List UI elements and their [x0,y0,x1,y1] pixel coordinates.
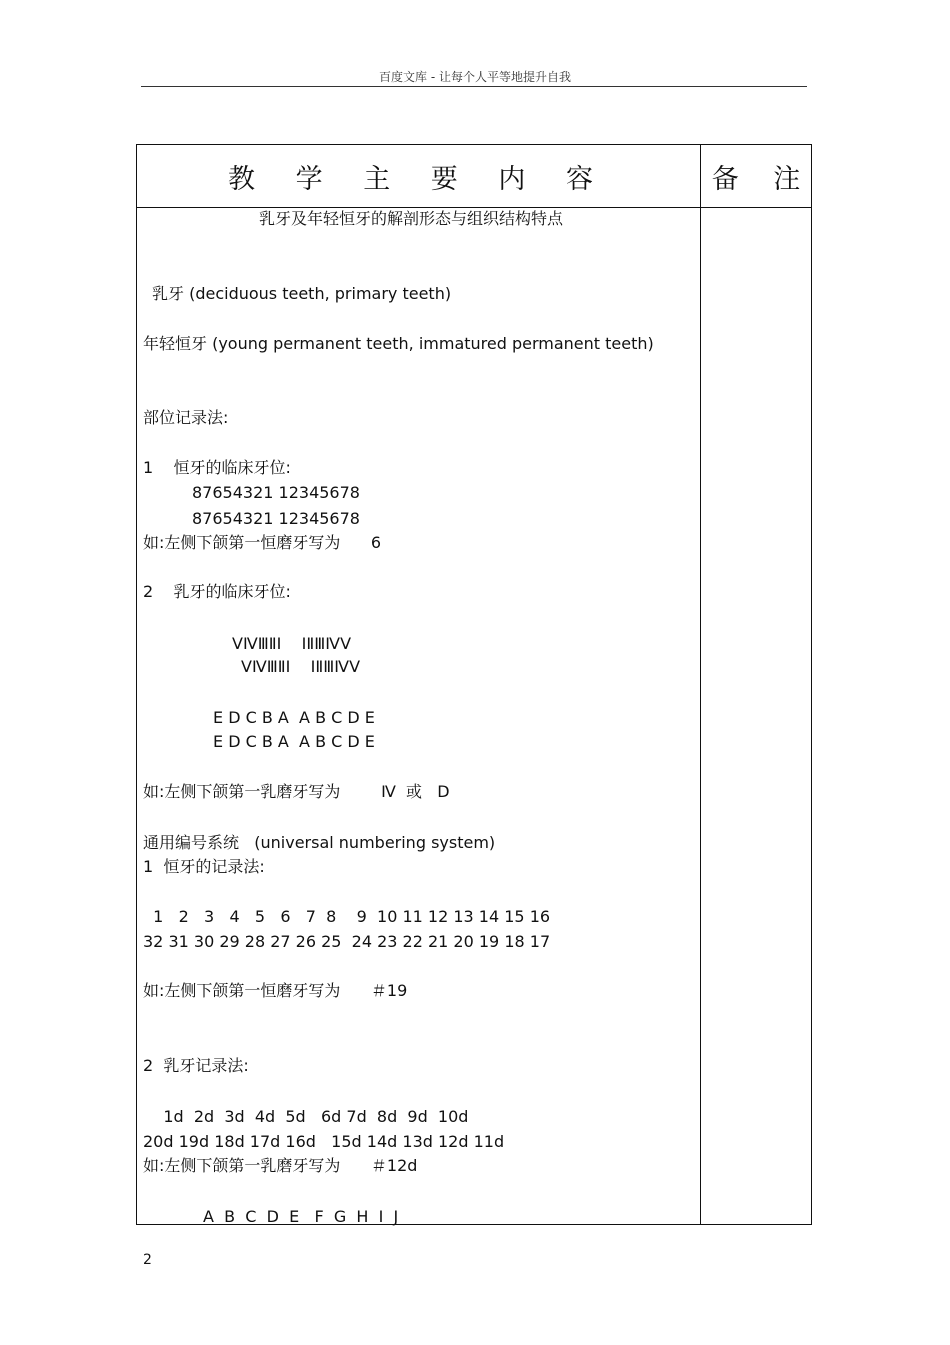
primary-letters-row: A B C D E F G H I J [203,1207,399,1226]
primary-letters-upper: E D C B A A B C D E [213,708,375,727]
permanent-row-upper: 87654321 12345678 [192,483,360,502]
universal-permanent-lower: 32 31 30 29 28 27 26 25 24 23 22 21 20 19 18 17 [143,932,551,951]
universal-primary-example: 如:左侧下颌第一乳磨牙写为 ＃12d [143,1156,418,1175]
universal-permanent-upper: 1 2 3 4 5 6 7 8 9 10 11 12 13 14 15 16 [143,907,551,926]
primary-clinical-heading: 2 乳牙的临床牙位: [143,582,291,601]
primary-letters-lower: E D C B A A B C D E [213,732,375,751]
primary-roman-lower: ⅤⅣⅢⅡⅠ ⅠⅡⅢⅣⅤ [241,657,361,676]
permanent-example: 如:左侧下颌第一恒磨牙写为 6 [143,533,382,552]
universal-system-heading: 通用编号系统 (universal numbering system) [143,833,496,852]
page-number: 2 [143,1252,152,1268]
site-notation-heading: 部位记录法: [143,408,229,427]
deciduous-teeth-line: 乳牙 (deciduous teeth, primary teeth) [152,284,452,303]
permanent-clinical-heading: 1 恒牙的临床牙位: [143,458,291,477]
universal-permanent-heading: 1 恒牙的记录法: [143,857,265,876]
universal-primary-upper: 1d 2d 3d 4d 5d 6d 7d 8d 9d 10d [143,1107,469,1126]
universal-primary-lower: 20d 19d 18d 17d 16d 15d 14d 13d 12d 11d [143,1132,505,1151]
permanent-row-lower: 87654321 12345678 [192,509,360,528]
young-permanent-teeth-line: 年轻恒牙 (young permanent teeth, immatured permanent teeth) [143,334,654,353]
header-rule [141,86,807,87]
primary-example: 如:左侧下颌第一乳磨牙写为 Ⅳ 或 D [143,782,450,801]
universal-permanent-example: 如:左侧下颌第一恒磨牙写为 ＃19 [143,981,408,1000]
header-row-divider [137,207,811,208]
section-title: 乳牙及年轻恒牙的解剖形态与组织结构特点 [259,209,564,228]
page-header: 百度文库 - 让每个人平等地提升自我 [379,70,571,84]
primary-roman-upper: ⅤⅣⅢⅡⅠ ⅠⅡⅢⅣⅤ [232,634,352,653]
universal-primary-heading: 2 乳牙记录法: [143,1056,249,1075]
notes-heading: 备 注 [711,163,801,195]
column-divider [700,145,701,1225]
main-content-heading: 教 学 主 要 内 容 [228,163,609,195]
